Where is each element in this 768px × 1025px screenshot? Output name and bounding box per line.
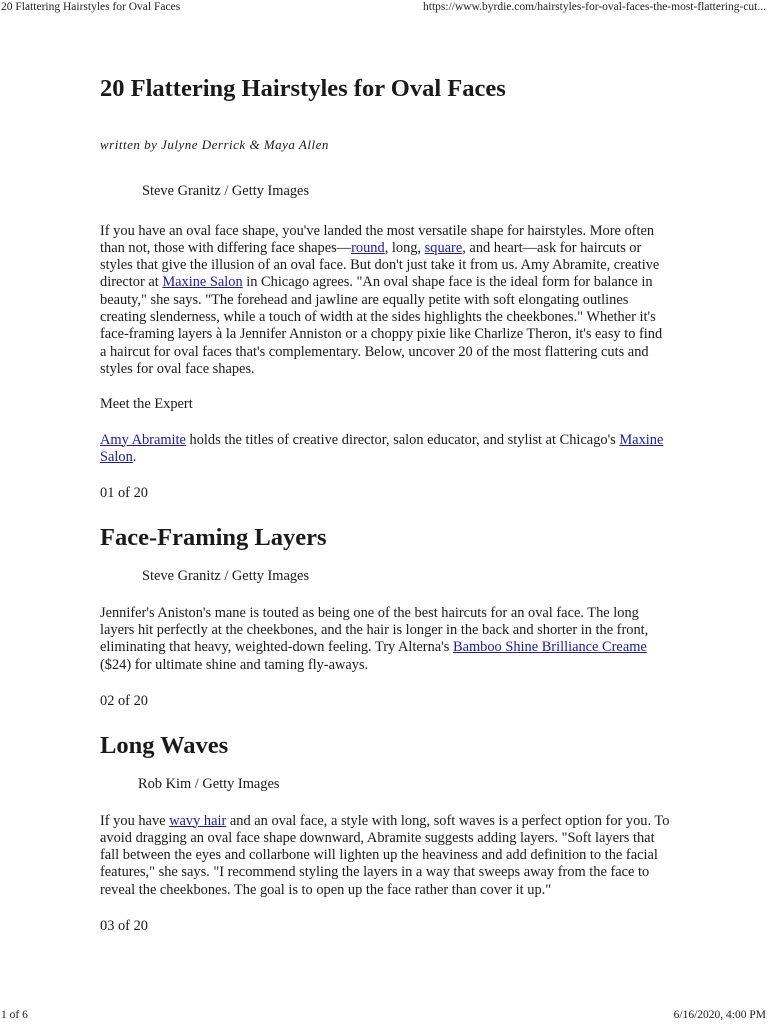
intro-text-4: in Chicago agrees. "An oval shape face is the ideal form for balance in beauty," she says. "The forehead and jawline are equally petite with soft elongating outlines creating slenderness, while a touch of width at the sides highlights the cheekbones." Whether it's face-framing layers à la Jennifer Anniston or a choppy pixie like Charlize Theron, it's easy to find a haircut for oval faces that's complementary. Below, uncover 20 of the most flattering cuts and styles for oval face shapes. [100,274,663,377]
print-header-title: 20 Flattering Hairstyles for Oval Faces [1,1,181,13]
print-datetime: 6/16/2020, 4:00 PM [673,1009,766,1021]
expert-text-2: . [132,448,137,465]
section-body-text-1: Jennifer's Aniston's mane is touted as being one of the best haircuts for an oval face. The long layers hit perfectly at the cheekbones, and the hair is longer in the back and shorter in the front, eliminating that heavy, weighted-down feeling. Try Alterna's [100,604,649,656]
intro-text-1: If you have an oval face shape, you've landed the most versatile shape for hairstyles. More often than not, those with differing face shapes— [100,222,655,256]
section-heading: Face-Framing Layers [100,524,327,552]
section-body [100,813,672,899]
print-header [0,1,768,17]
print-footer [0,1009,768,1025]
hero-image-credit: Steve Granitz / Getty Images [142,183,310,200]
expert-paragraph [100,432,672,467]
section-body [100,605,672,674]
section-counter: 02 of 20 [100,692,148,709]
meet-the-expert-label: Meet the Expert [100,396,193,413]
link-square[interactable]: square [424,239,463,256]
page-number: 1 of 6 [1,1009,28,1021]
link-bamboo-shine[interactable]: Bamboo Shine Brilliance Creame [452,639,647,656]
section-body-text-2: and an oval face, a style with long, soft waves is a perfect option for you. To avoid dragging an oval face shape downward, Abramite suggests adding layers. "Soft layers that fall between the eyes and collarbone will lighten up the heaviness and add definition to the facial features," she says. "I recommend styling the layers in a way that sweeps away from the face to reveal the cheekbones. The goal is to open up the face rather than cover it up." [100,812,670,898]
section-body-text-1: If you have [100,812,170,829]
section-counter: 01 of 20 [100,485,148,502]
intro-text-2: , long, [384,239,425,256]
section-heading: Long Waves [100,732,229,760]
print-header-url: https://www.byrdie.com/hairstyles-for-oval-faces-the-most-flattering-cut... [423,1,766,13]
section-counter: 03 of 20 [100,918,148,935]
section-image-credit: Steve Granitz / Getty Images [142,568,310,585]
article-byline: written by Julyne Derrick & Maya Allen [100,137,329,152]
article [100,72,672,935]
article-title: 20 Flattering Hairstyles for Oval Faces [100,75,506,102]
link-maxine-salon[interactable]: Maxine Salon [162,274,243,291]
intro-text-3: , and heart—ask for haircuts or styles that give the illusion of an oval face. But don't just take it from us. Amy Abramite, creative director at [100,239,660,291]
expert-text-1: holds the titles of creative director, salon educator, and stylist at Chicago's [185,431,620,448]
section-body-text-2: ($24) for ultimate shine and taming fly-aways. [100,656,369,673]
section-image-credit: Rob Kim / Getty Images [138,776,280,793]
link-amy-abramite[interactable]: Amy Abramite [100,431,186,448]
link-maxine-salon-2[interactable]: Maxine Salon [100,431,664,465]
intro-paragraph [100,223,672,379]
link-round[interactable]: round [351,239,385,256]
link-wavy-hair[interactable]: wavy hair [169,812,227,829]
